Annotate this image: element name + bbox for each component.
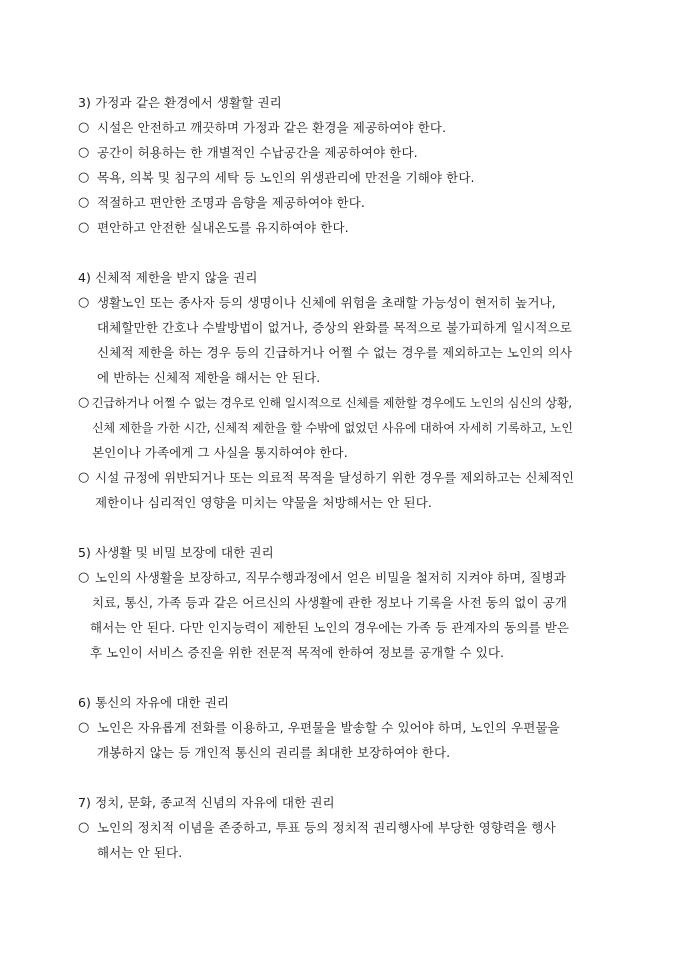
section-heading-3: 3) 가정과 같은 환경에서 생활할 권리 [78,95,282,110]
bullet-icon: ○ [78,295,90,310]
list-item-text: 본인이나 가족에게 그 사실을 통지하여야 한다. [92,445,348,460]
bullet-icon: ○ [78,120,90,135]
section-heading-4: 4) 신체적 제한을 받지 않을 권리 [78,270,258,285]
bullet-icon: ○ [78,195,90,210]
bullet-icon: ○ [78,720,90,735]
list-item-text: 목욕, 의복 및 침구의 세탁 등 노인의 위생관리에 만전을 기해야 한다. [97,170,475,185]
list-item-text: 개봉하지 않는 등 개인적 통신의 권리를 최대한 보장하여야 한다. [97,745,451,760]
list-item-text: 적절하고 편안한 조명과 음향을 제공하여야 한다. [97,195,365,210]
bullet-icon: ○ [78,820,90,835]
list-item-text: 해서는 안 된다. 다만 인지능력이 제한된 노인의 경우에는 가족 등 관계자의 동의를 받은 [90,620,570,635]
list-item-text: 노인은 자유롭게 전화를 이용하고, 우편물을 발송할 수 있어야 하며, 노인의 우편물을 [97,720,560,735]
list-item-text: 공간이 허용하는 한 개별적인 수납공간을 제공하여야 한다. [97,145,418,160]
list-item-text: 신체 제한을 가한 시간, 신체적 제한을 할 수밖에 없었던 사유에 대하여 자세히 기록하고, 노인 [92,421,573,435]
bullet-icon: ○ [78,170,90,185]
bullet-icon: ○ [78,570,90,585]
list-item-text: 긴급하거나 어쩔 수 없는 경우로 인해 일시적으로 신체를 제한할 경우에도 노인의 심신의 상황, [92,396,572,410]
bullet-icon: ○ [78,220,90,235]
bullet-icon: ○ [78,145,90,160]
list-item-text: 치료, 통신, 가족 등과 같은 어르신의 사생활에 관한 정보나 기록을 사전 동의 없이 공개 [92,595,568,610]
section-heading-6: 6) 통신의 자유에 대한 권리 [78,695,230,710]
list-item-text: 제한이나 심리적인 영향을 미치는 약물을 처방해서는 안 된다. [95,495,432,510]
list-item-text: 신체적 제한을 하는 경우 등의 긴급하거나 어쩔 수 없는 경우를 제외하고는 노인의 의사 [97,345,573,360]
list-item-text: 후 노인이 서비스 증진을 위한 전문적 목적에 한하여 정보를 공개할 수 있다. [90,645,505,660]
bullet-icon: ○ [78,395,90,410]
list-item-text: 생활노인 또는 종사자 등의 생명이나 신체에 위험을 초래할 가능성이 현저히 높거나, [97,295,556,310]
list-item-text: 시설은 안전하고 깨끗하며 가정과 같은 환경을 제공하여야 한다. [97,120,447,135]
bullet-icon: ○ [78,470,90,485]
list-item-text: 노인의 정치적 이념을 존중하고, 투표 등의 정치적 권리행사에 부당한 영향력을 행사 [97,820,556,835]
list-item-text: 시설 규정에 위반되거나 또는 의료적 목적을 달성하기 위한 경우를 제외하고는 신체적인 [95,470,575,485]
list-item-text: 노인의 사생활을 보장하고, 직무수행과정에서 얻은 비밀을 철저히 지켜야 하며, 질병과 [95,570,566,585]
section-heading-7: 7) 정치, 문화, 종교적 신념의 자유에 대한 권리 [78,795,335,810]
list-item-text: 해서는 안 된다. [97,845,183,860]
list-item-text: 에 반하는 신체적 제한을 해서는 안 된다. [97,370,321,385]
section-heading-5: 5) 사생활 및 비밀 보장에 대한 권리 [78,545,274,560]
list-item-text: 대체할만한 간호나 수발방법이 없거나, 증상의 완화를 목적으로 불가피하게 일시적으로 [97,320,572,335]
list-item-text: 편안하고 안전한 실내온도를 유지하여야 한다. [97,220,349,235]
